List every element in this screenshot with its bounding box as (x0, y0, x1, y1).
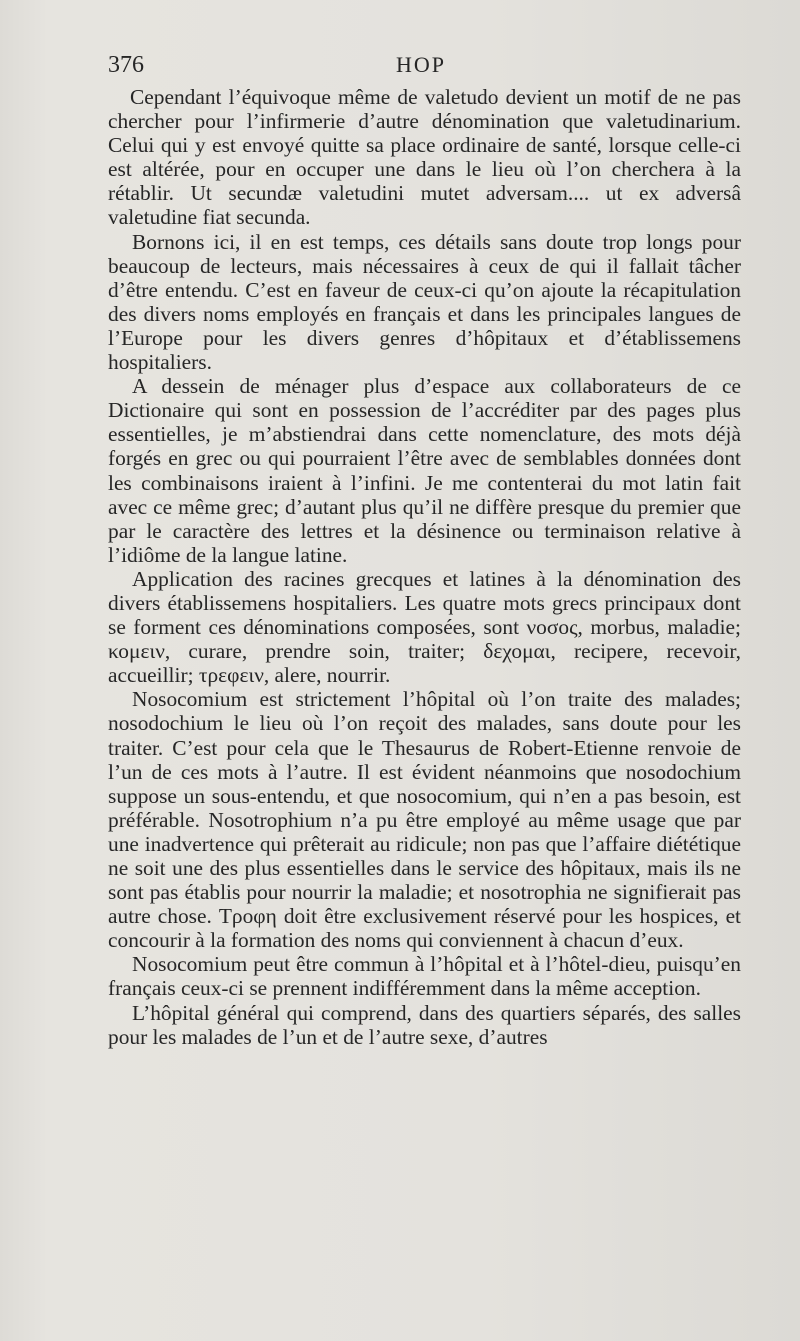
page-number: 376 (108, 52, 144, 78)
paragraph-application-racines: Application des racines grecques et latines à la dénomination des divers établissemens hospitaliers. Les quatre mots grecs principaux dont se forment ces dénominations composées, sont νοσος, morbus, maladie; κομειν, curare, prendre soin, traiter; δεχομαι, recipere, recevoir, accueillir; τρεφειν, alere, nourrir. (108, 566, 741, 688)
paragraph-a-dessein: A dessein de ménager plus d’espace aux collaborateurs de ce Dictionaire qui sont en possession de l’accréditer par des pages plus essentielles, je m’abstiendrai dans cette nomenclature, des mots déjà forgés en grec ou qui pourraient l’être avec de semblables données dont les combinaisons iraient à l’infini. Je me contenterai du mot latin fait avec ce même grec; d’autant plus qu’il ne diffère presque du premier que par le caractère des lettres et la désinence ou terminaison relative à l’idiôme de la langue latine. (108, 374, 741, 567)
paragraph-nosocomium-commun: Nosocomium peut être commun à l’hôpital et à l’hôtel-dieu, puisqu’en français ceux-ci se prennent indifféremment dans la même acception. (108, 952, 741, 1001)
paragraph-hopital-general: L’hôpital général qui comprend, dans des quartiers séparés, des salles pour les malades de l’un et de l’autre sexe, d’autres (108, 1000, 741, 1049)
page-header (108, 52, 748, 86)
paragraph-valetudo: Cependant l’équivoque même de valetudo devient un motif de ne pas chercher pour l’infirmerie d’autre dénomination que valetudinarium. Celui qui y est envoyé quitte sa place ordinaire de santé, lorsque celle-ci est altérée, pour en occuper une dans le lieu où l’on cherchera à la rétablir. Ut secundæ valetudini mutet adversam.... ut ex adversâ valetudine fiat secunda. (108, 85, 741, 230)
paragraph-bornons-ici: Bornons ici, il en est temps, ces détails sans doute trop longs pour beaucoup de lecteurs, mais nécessaires à ceux de qui il fallait tâcher d’être entendu. C’est en faveur de ceux-ci qu’on ajoute la récapitulation des divers noms employés en français et dans les principales langues de l’Europe pour les divers genres d’hôpitaux et d’établissemens hospitaliers. (108, 229, 741, 375)
body-text (108, 85, 741, 1049)
running-head: HOP (396, 52, 447, 77)
paragraph-nosocomium: Nosocomium est strictement l’hôpital où l’on traite des malades; nosodochium le lieu où l’on reçoit des malades, sans doute pour les traiter. C’est pour cela que le Thesaurus de Robert-Etienne renvoie de l’un de ces mots à l’autre. Il est évident néanmoins que nosodochium suppose un sous-entendu, et que nosocomium, qui n’en a pas besoin, est préférable. Nosotrophium n’a pu être employé au même usage que par une inadvertence qui prêterait au ridicule; non pas que l’affaire diététique ne soit une des plus essentielles dans le service des hôpitaux, mais ils ne sont pas établis pour nourrir la maladie; et nosotrophia ne signifierait pas autre chose. Τροφη doit être exclusivement réservé pour les hospices, et concourir à la formation des noms qui conviennent à chacun d’eux. (108, 687, 741, 953)
